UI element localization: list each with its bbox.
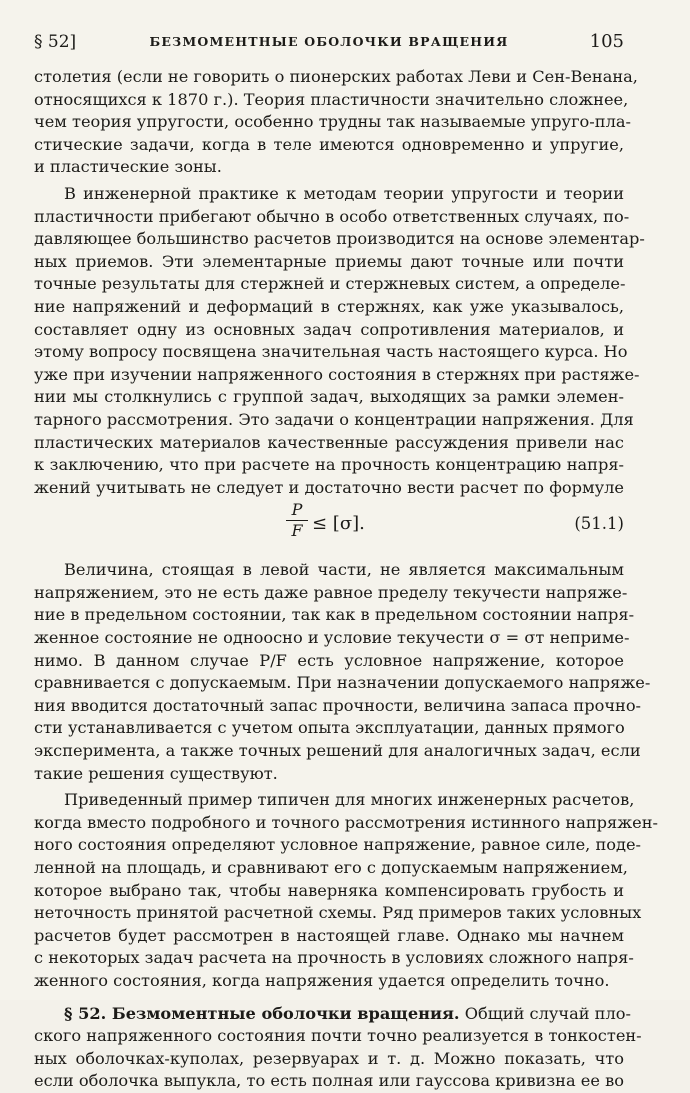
text-line: сти устанавливается с учетом опыта эксплуатации, данных прямого	[34, 718, 625, 738]
paragraph	[34, 66, 638, 179]
text-line: такие решения существуют.	[34, 763, 278, 783]
text-line: составляет одну из основных задач сопротивления материалов, и	[34, 319, 624, 339]
text-line: точные результаты для стержней и стержневых систем, а определе-	[34, 274, 626, 294]
text-line: ных оболочках-куполах, резервуарах и т. д. Можно показать, что	[34, 1048, 624, 1068]
fraction-denominator: F	[291, 521, 303, 541]
text-line: женное состояние не одноосно и условие текучести σ = σт неприме-	[34, 628, 630, 648]
text-line: пластических материалов качественные рассуждения привели нас	[34, 432, 624, 452]
paragraph	[34, 183, 645, 499]
text-line	[34, 1003, 631, 1026]
section-heading: § 52. Безмоментные оболочки вращения.	[64, 1003, 460, 1023]
text-line: этому вопросу посвящена значительная часть настоящего курса. Но	[34, 342, 628, 362]
text-line: ние в предельном состоянии, так как в предельном состоянии напря-	[34, 605, 635, 625]
text-line: стические задачи, когда в теле имеются одновременно и упругие,	[34, 134, 624, 154]
header-section-ref: § 52]	[34, 32, 77, 52]
text-line: ние напряжений и деформаций в стержнях, как уже указывалось,	[34, 296, 624, 316]
text-line: женного состояния, когда напряжения удается определить точно.	[34, 970, 610, 990]
text-line: тарного рассмотрения. Это задачи о концентрации напряжения. Для	[34, 409, 634, 429]
text-line: если оболочка выпукла, то есть полная или гауссова кривизна ее во	[34, 1071, 624, 1091]
paragraph	[34, 789, 658, 992]
text-line: чем теория упругости, особенно трудны так называемые упруго-пла-	[34, 112, 631, 132]
text-line: ского напряженного состояния почти точно реализуется в тонкостен-	[34, 1026, 642, 1046]
equation-number: (51.1)	[574, 514, 624, 534]
section-gap	[34, 993, 624, 1003]
text-line: ленной на площадь, и сравнивают его с допускаемым напряжением,	[34, 858, 628, 877]
text-line: эксперимента, а также точных решений для аналогичных задач, если	[34, 741, 641, 761]
text-line: давляющее большинство расчетов производится на основе элементар-	[34, 229, 645, 249]
text-line: В инженерной практике к методам теории упругости и теории	[64, 183, 624, 203]
text-line: и пластические зоны.	[34, 157, 222, 177]
text-line: Величина, стоящая в левой части, не является максимальным	[64, 560, 624, 580]
paragraph	[34, 559, 651, 785]
text-line: жений учитывать не следует и достаточно вести расчет по формуле	[34, 477, 624, 497]
text-line: относящихся к 1870 г.). Теория пластичности значительно сложнее,	[34, 89, 629, 109]
text-line: неточность принятой расчетной схемы. Ряд примеров таких условных	[34, 903, 642, 923]
text-line: нии мы столкнулись с группой задач, выходящих за рамки элемен-	[34, 387, 624, 407]
text-line: пластичности прибегают обычно в особо ответственных случаях, по-	[34, 206, 630, 226]
page-number: 105	[589, 31, 624, 52]
text-line: сравнивается с допускаемым. При назначении допускаемого напряже-	[34, 673, 651, 693]
fraction	[286, 501, 308, 540]
text-line: напряжением, это не есть даже равное пределу текучести напряже-	[34, 582, 628, 602]
running-header	[34, 30, 624, 54]
text-line: ния вводится достаточный запас прочности, величина запаса прочно-	[34, 695, 642, 715]
text-line: к заключению, что при расчете на прочность концентрацию напря-	[34, 455, 624, 475]
section-paragraph	[34, 1003, 642, 1093]
text-line: нимо. В данном случае P/F есть условное напряжение, которое	[34, 650, 624, 670]
text-line: с некоторых задач расчета на прочность в условиях сложного напря-	[34, 948, 634, 968]
text-line: Приведенный пример типичен для многих инженерных расчетов,	[64, 790, 635, 810]
fraction-numerator: P	[286, 501, 308, 521]
page-body	[34, 66, 658, 1093]
text-line: столетия (если не говорить о пионерских работах Леви и Сен-Венана,	[34, 67, 638, 86]
text-line: которое выбрано так, чтобы наверняка компенсировать грубость и	[34, 880, 624, 900]
text-line: когда вместо подробного и точного рассмотрения истинного напряжен-	[34, 812, 658, 832]
text-line: расчетов будет рассмотрен в настоящей главе. Однако мы начнем	[34, 925, 624, 945]
formula-51-1	[34, 501, 624, 557]
text-line: уже при изучении напряженного состояния в стержнях при растяже-	[34, 364, 640, 384]
text-line: ного состояния определяют условное напряжение, равное силе, поде-	[34, 835, 642, 855]
formula-relation: ≤ [σ].	[312, 513, 365, 535]
section-heading-rest: Общий случай пло-	[464, 1003, 631, 1023]
text-line: ных приемов. Эти элементарные приемы дают точные или почти	[34, 251, 624, 271]
header-title: БЕЗМОМЕНТНЫЕ ОБОЛОЧКИ ВРАЩЕНИЯ	[149, 34, 509, 49]
